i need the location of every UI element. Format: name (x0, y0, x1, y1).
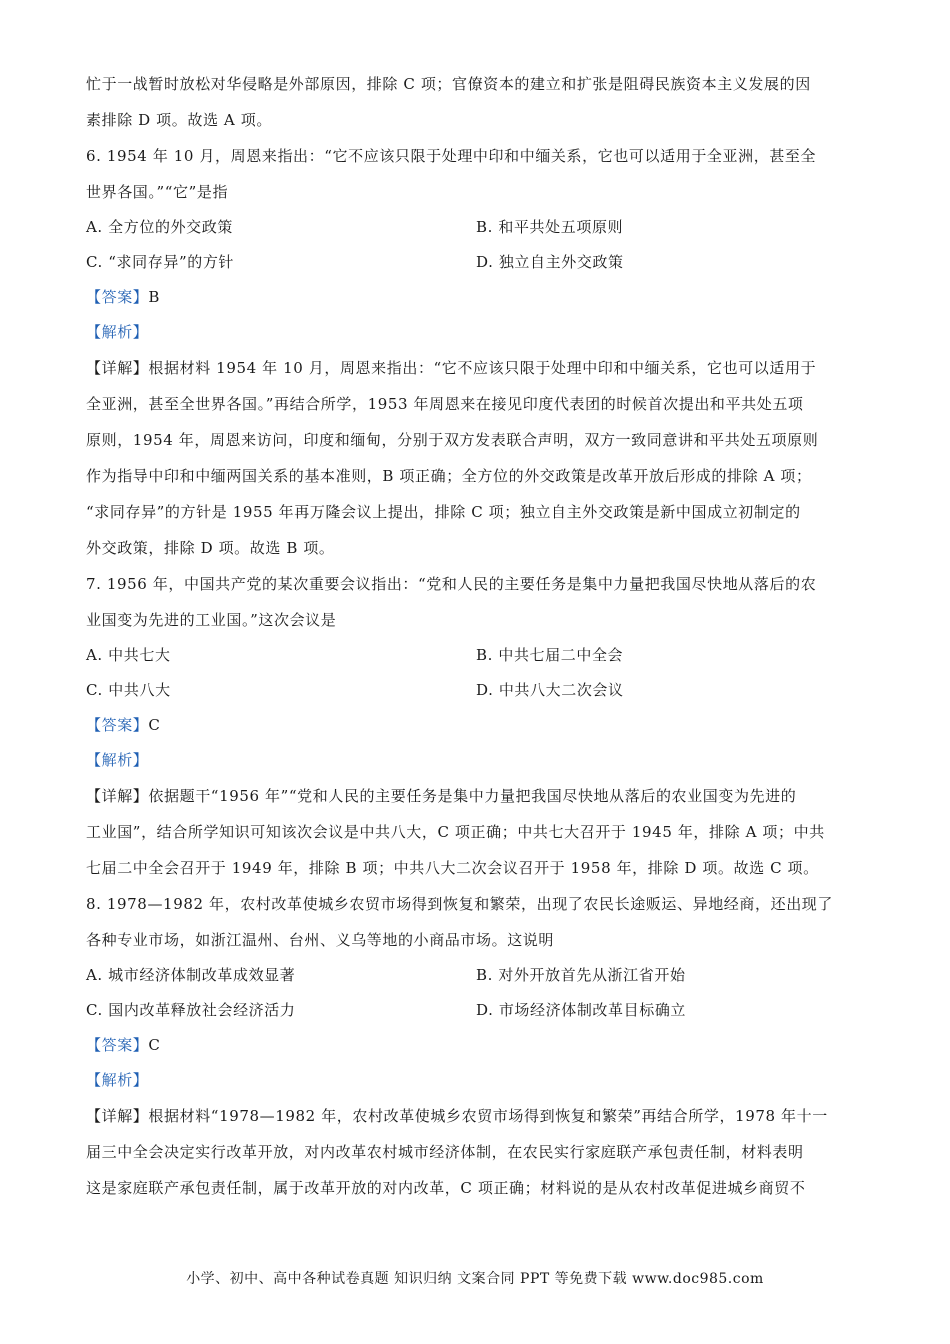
question-6-stem: 世界各国。”“它”是指 (86, 183, 229, 201)
option-c: C. 中共八大 (86, 681, 171, 699)
analysis-tag: 【解析】 (86, 323, 149, 341)
option-a: A. 中共七大 (86, 646, 171, 664)
answer-tag: 【答案】 (86, 716, 149, 734)
question-6-detail: 全亚洲，甚至全世界各国。”再结合所学，1953 年周恩来在接见印度代表团的时候首次提出和平共处五项 (86, 395, 804, 413)
answer-tag: 【答案】 (86, 288, 149, 306)
question-8-detail: 届三中全会决定实行改革开放，对内改革农村城市经济体制，在农民实行家庭联产承包责任制，材料表明 (86, 1143, 804, 1161)
option-c: C. 国内改革释放社会经济活力 (86, 1001, 296, 1019)
question-8-detail: 这是家庭联产承包责任制，属于改革开放的对内改革，C 项正确；材料说的是从农村改革促进城乡商贸不 (86, 1179, 806, 1197)
answer-value: C (148, 716, 161, 734)
question-6-detail: 原则，1954 年，周恩来访问，印度和缅甸，分别于双方发表联合声明，双方一致同意讲和平共处五项原则 (86, 431, 819, 449)
detail-tag: 【详解】 (86, 1107, 149, 1125)
intro-line: 忙于一战暂时放松对华侵略是外部原因，排除 C 项；官僚资本的建立和扩张是阻碍民族资本主义发展的因 (86, 75, 811, 93)
analysis-tag: 【解析】 (86, 751, 149, 769)
question-7-options-row (86, 673, 866, 708)
answer-value: C (148, 1036, 161, 1054)
question-6-options-row (86, 245, 866, 280)
question-6-stem: 6. 1954 年 10 月，周恩来指出：“它不应该只限于处理中印和中缅关系，它也可以适用于全亚洲，甚至全 (86, 147, 817, 165)
question-8-detail (86, 1098, 866, 1134)
question-6-answer (86, 280, 866, 315)
intro-line: 素排除 D 项。故选 A 项。 (86, 111, 272, 129)
question-7-detail: 七届二中全会召开于 1949 年，排除 B 项；中共八大二次会议召开于 1958 年，排除 D 项。故选 C 项。 (86, 859, 819, 877)
answer-value: B (148, 288, 161, 306)
detail-tag: 【详解】 (86, 787, 149, 805)
option-d: D. 独立自主外交政策 (476, 253, 624, 271)
detail-text: 依据题干“1956 年”“党和人民的主要任务是集中力量把我国尽快地从落后的农业国变为先进的 (148, 787, 797, 805)
question-7-options-row (86, 638, 866, 673)
question-6-detail: “求同存异”的方针是 1955 年再万隆会议上提出，排除 C 项；独立自主外交政策是新中国成立初制定的 (86, 503, 801, 521)
question-8-options-row (86, 993, 866, 1028)
question-7-stem: 7. 1956 年，中国共产党的某次重要会议指出：“党和人民的主要任务是集中力量把我国尽快地从落后的农 (86, 575, 817, 593)
question-6-detail (86, 350, 866, 386)
option-d: D. 中共八大二次会议 (476, 681, 624, 699)
analysis-tag: 【解析】 (86, 1071, 149, 1089)
question-7-answer (86, 708, 866, 743)
question-7-detail (86, 778, 866, 814)
answer-tag: 【答案】 (86, 1036, 149, 1054)
question-7-stem: 业国变为先进的工业国。”这次会议是 (86, 611, 337, 629)
question-8-stem: 各种专业市场，如浙江温州、台州、义乌等地的小商品市场。这说明 (86, 931, 555, 949)
detail-tag: 【详解】 (86, 359, 149, 377)
question-6-detail: 外交政策，排除 D 项。故选 B 项。 (86, 539, 335, 557)
option-a: A. 城市经济体制改革成效显著 (86, 966, 296, 984)
question-6-options-row (86, 210, 866, 245)
document-page (86, 66, 866, 1206)
page-footer: 小学、初中、高中各种试卷真题 知识归纳 文案合同 PPT 等免费下载 www.doc985.com (186, 1271, 764, 1287)
option-d: D. 市场经济体制改革目标确立 (476, 1001, 687, 1019)
option-b: B. 对外开放首先从浙江省开始 (476, 966, 686, 984)
option-c: C. “求同存异”的方针 (86, 253, 235, 271)
option-a: A. 全方位的外交政策 (86, 218, 233, 236)
question-8-stem: 8. 1978—1982 年，农村改革使城乡农贸市场得到恢复和繁荣，出现了农民长途贩运、异地经商，还出现了 (86, 895, 833, 913)
question-8-options-row (86, 958, 866, 993)
question-7-analysis-heading (86, 743, 866, 778)
option-b: B. 中共七届二中全会 (476, 646, 624, 664)
option-b: B. 和平共处五项原则 (476, 218, 624, 236)
detail-text: 根据材料 1954 年 10 月，周恩来指出：“它不应该只限于处理中印和中缅关系，它也可以适用于 (148, 359, 817, 377)
question-7-detail: 工业国”，结合所学知识可知该次会议是中共八大，C 项正确；中共七大召开于 1945 年，排除 A 项；中共 (86, 823, 825, 841)
detail-text: 根据材料“1978—1982 年，农村改革使城乡农贸市场得到恢复和繁荣”再结合所学，1978 年十一 (148, 1107, 828, 1125)
question-8-analysis-heading (86, 1063, 866, 1098)
question-6-detail: 作为指导中印和中缅两国关系的基本准则，B 项正确；全方位的外交政策是改革开放后形成的排除 A 项； (86, 467, 812, 485)
question-6-analysis-heading (86, 315, 866, 350)
question-8-answer (86, 1028, 866, 1063)
